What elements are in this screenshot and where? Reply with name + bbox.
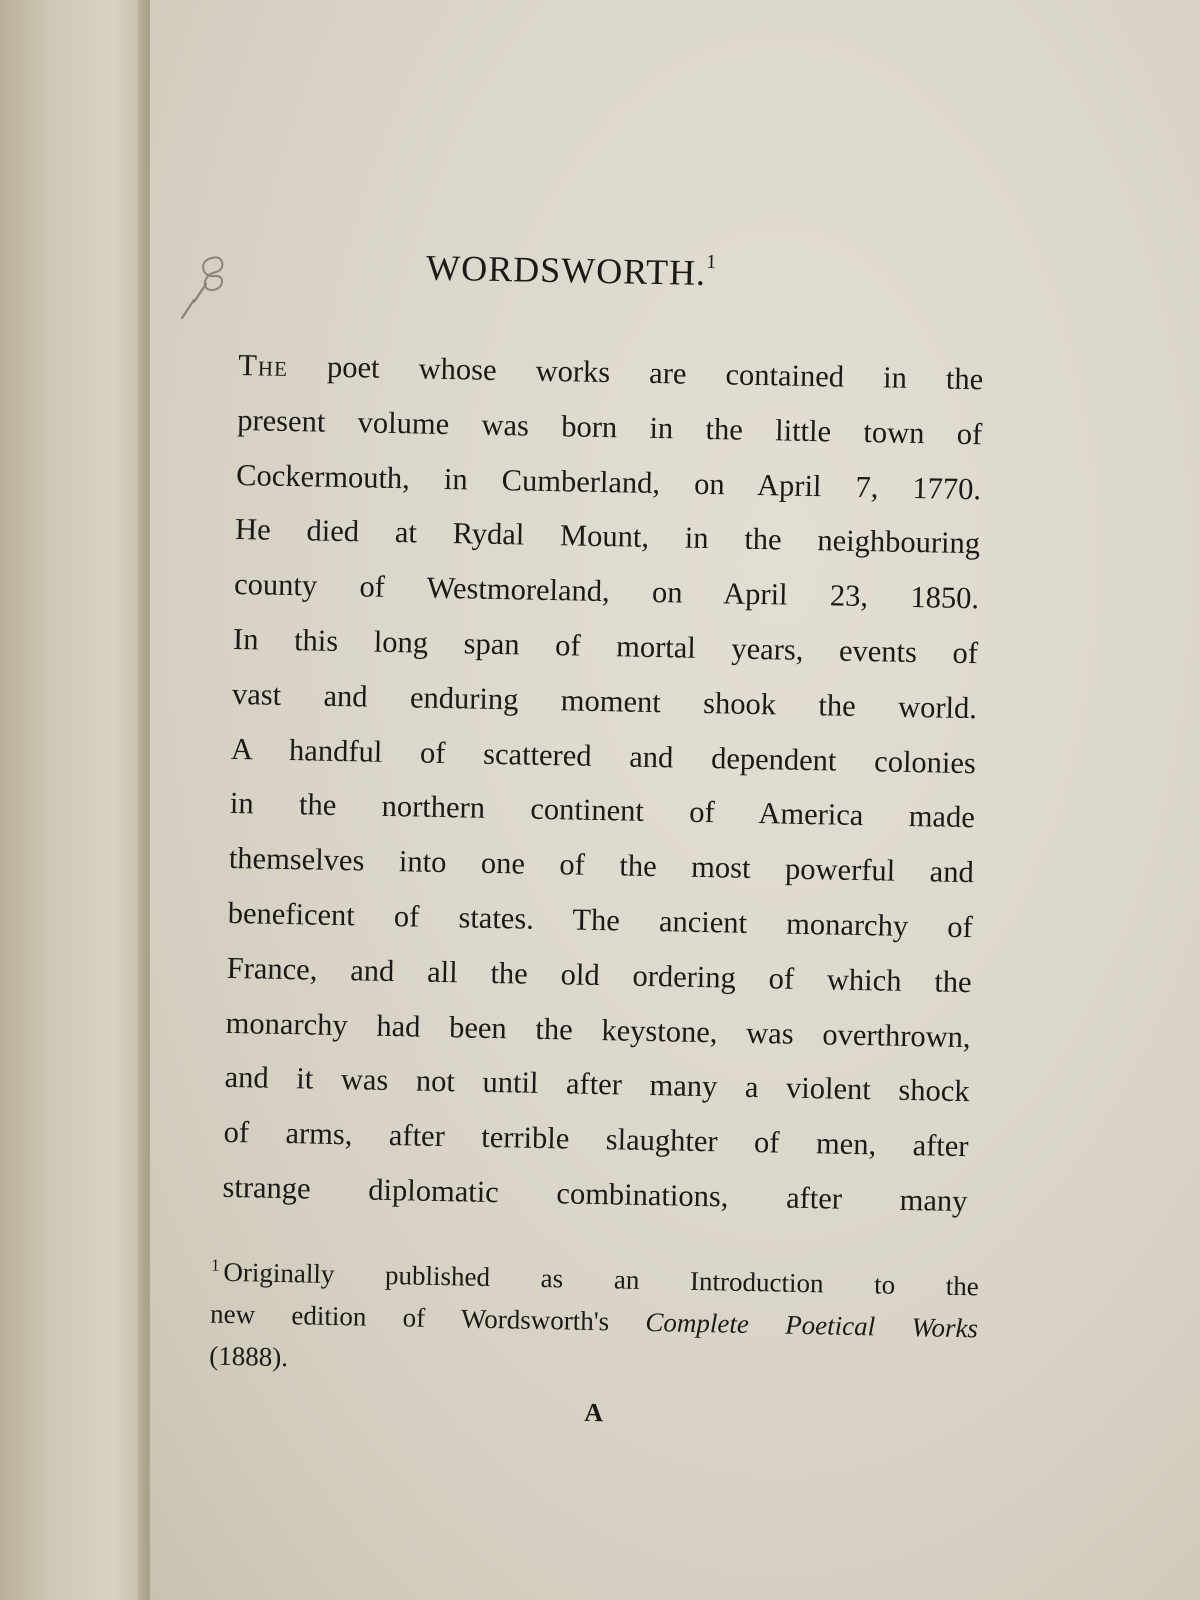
- body-line: In this long span of mortal years, events of: [232, 621, 979, 671]
- body-line: of arms, after terrible slaughter of men, after: [223, 1115, 969, 1164]
- footnote-line-1: Originally published as an Introduction to the: [223, 1256, 980, 1302]
- body-line: strange diplomatic combinations, after many: [222, 1169, 968, 1219]
- body-line: A handful of scattered and dependent colonies: [230, 731, 977, 780]
- title-footnote-marker: 1: [706, 250, 718, 274]
- footnote-line-2-prefix: new edition of Wordsworth's: [209, 1298, 646, 1337]
- body-line: beneficent of states. The ancient monarchy of: [227, 895, 974, 945]
- body-paragraph: [222, 338, 984, 1229]
- page-title: [426, 247, 807, 296]
- signature-mark: A: [584, 1397, 604, 1428]
- footnote: [209, 1251, 979, 1392]
- footnote-book-title: Complete Poetical Works: [645, 1306, 979, 1344]
- body-line: He died at Rydal Mount, in the neighbouring: [234, 512, 981, 561]
- body-line: in the northern continent of America made: [229, 786, 976, 835]
- body-line: Cockermouth, in Cumberland, on April 7, 1770.: [235, 457, 982, 506]
- body-line: themselves into one of the most powerful and: [228, 841, 975, 890]
- body-line: France, and all the old ordering of which the: [226, 950, 972, 999]
- opening-word: The: [238, 347, 289, 383]
- first-line-rest: poet whose works are contained in the: [287, 348, 984, 397]
- body-line: present volume was born in the little town of: [236, 402, 983, 452]
- body-line: and it was not until after many a violent shock: [224, 1060, 970, 1109]
- page-title-text: WORDSWORTH.: [425, 247, 707, 293]
- footnote-marker: 1: [210, 1255, 220, 1275]
- footnote-line-3: (1888).: [209, 1340, 289, 1373]
- body-line: vast and enduring moment shook the world.: [231, 676, 978, 726]
- body-line: monarchy had been the keystone, was overthrown,: [225, 1005, 971, 1054]
- body-line: county of Westmoreland, on April 23, 1850.: [233, 567, 980, 616]
